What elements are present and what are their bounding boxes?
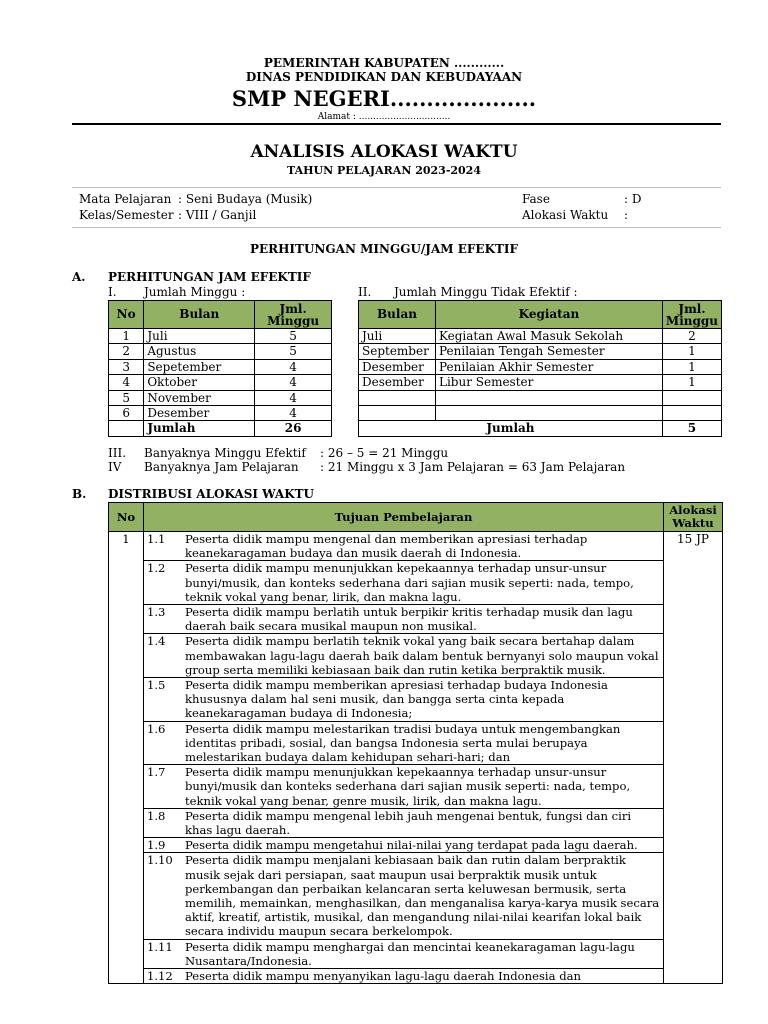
objective-item [143,634,663,678]
fase-value: : D [624,192,642,206]
total-label: Jumlah [359,421,663,436]
cell-empty [435,406,662,421]
cell-month: Juli [144,329,255,344]
cell-month: Sepetember [144,359,255,374]
objective-number: 1.5 [146,678,166,693]
ne-header-month: Bulan [359,301,436,329]
summary-iii-number: III. [108,446,127,460]
table-row [359,359,722,374]
cell-empty [109,421,144,436]
cell-activity: Kegiatan Awal Masuk Sekolah [435,329,662,344]
sub2-title: Jumlah Minggu Tidak Efektif : [394,285,578,299]
summary-iv-value: : 21 Minggu x 3 Jam Pelajaran = 63 Jam Pelajaran [320,460,626,474]
section-b-title: DISTRIBUSI ALOKASI WAKTU [108,487,315,501]
objective-item [143,969,663,984]
objective-item [143,853,663,939]
letterhead-line2: DINAS PENDIDIKAN DAN KEBUDAYAAN [245,70,523,84]
objective-item [143,808,663,837]
table-row [109,808,723,837]
info-top-rule [72,187,721,188]
table-row [109,359,332,374]
non-effective-table [358,300,722,437]
summary-iv-number: IV [108,460,122,474]
cell-month: Agustus [144,344,255,359]
objective-item [143,561,663,605]
cell-empty [359,406,436,421]
table-row [359,344,722,359]
alokasi-value: : [624,208,629,222]
cell-month: Oktober [144,375,255,390]
table-row [109,344,332,359]
table-row [359,406,722,421]
table-row [359,329,722,344]
fase-label: Fase [522,192,550,206]
objective-number: 1.9 [146,838,166,853]
letterhead-line1: PEMERINTAH KABUPATEN ............ [263,56,505,70]
cell-no: 1 [109,329,144,344]
cell-empty [435,390,662,405]
objective-number: 1.12 [146,969,173,984]
objective-number: 1.10 [146,853,173,868]
section-heading: PERHITUNGAN MINGGU/JAM EFEKTIF [249,242,519,256]
school-address: Alamat : ................................ [317,112,451,122]
table-row [109,561,723,605]
cell-month: Desember [144,406,255,421]
cell-weeks: 5 [255,344,332,359]
table-row [109,532,723,561]
cell-weeks: 1 [662,344,721,359]
summary-iii-value: : 26 – 5 = 21 Minggu [320,446,449,460]
distribution-table [108,502,723,984]
cell-weeks: 4 [255,375,332,390]
section-b-letter: B. [72,487,87,501]
objective-text: Peserta didik mampu mengenal lebih jauh mengenai bentuk, fungsi dan ciri khas lagu daerah. [184,808,632,838]
ne-header-activity: Kegiatan [435,301,662,329]
table-row [109,390,332,405]
cell-no: 3 [109,359,144,374]
objective-number: 1.1 [146,532,166,546]
dist-header-allocation: Alokasi Waktu [664,503,723,532]
cell-weeks: 4 [255,390,332,405]
objective-number: 1.6 [146,721,166,736]
info-bottom-rule [72,227,721,228]
objective-item [143,721,663,765]
dist-header-no: No [109,503,144,532]
table-total-row [359,421,722,436]
cell-no: 5 [109,390,144,405]
objective-text: Peserta didik mampu mengetahui nilai-nilai yang terdapat pada lagu daerah. [184,838,638,853]
objective-item [143,532,663,561]
objective-number: 1.2 [146,561,166,576]
table-row [359,375,722,390]
sub1-number: I. [108,285,117,299]
table-row [109,939,723,968]
objective-text: Peserta didik mampu menunjukkan kepekaannya terhadap unsur-unsur bunyi/musik, dan konteks sederhana dari sajian musik seperti: nada, tempo, teknik vokal yang benar, lirik, dan makna lagu. [184,561,634,604]
section-a-title: PERHITUNGAN JAM EFEKTIF [108,270,311,284]
weeks-header-month: Bulan [144,301,255,329]
cell-no: 2 [109,344,144,359]
table-row [109,765,723,809]
objective-item [143,605,663,634]
objective-number: 1.3 [146,605,166,620]
weeks-header-count: Jml. Minggu [255,301,332,329]
dist-row-number: 1 [109,532,144,984]
table-row [109,721,723,765]
total-label: Jumlah [144,421,255,436]
letterhead-rule [72,123,721,125]
cell-weeks: 1 [662,375,721,390]
objective-item [143,939,663,968]
objective-item [143,678,663,722]
objective-text: Peserta didik mampu menghargai dan mencintai keanekaragaman lagu-lagu Nusantara/Indonesia. [184,939,635,968]
objective-number: 1.4 [146,634,166,649]
cell-month: Juli [359,329,436,344]
school-name: SMP NEGERI.................... [231,86,537,111]
table-row [109,406,332,421]
cell-weeks: 1 [662,359,721,374]
weeks-header-no: No [109,301,144,329]
table-row [359,390,722,405]
table-row [109,969,723,984]
cell-empty [359,390,436,405]
table-total-row [109,421,332,436]
cell-activity: Penilaian Akhir Semester [435,359,662,374]
document-title: ANALISIS ALOKASI WAKTU [250,142,518,162]
total-value: 26 [255,421,332,436]
kelas-value: : VIII / Ganjil [178,208,257,222]
sub2-number: II. [358,285,372,299]
table-row [109,634,723,678]
objective-text: Peserta didik mampu menjalani kebiasaan baik dan rutin dalam berpraktik musik sejak dari persiapan, saat maupun usai berpraktik musik untuk perkembangan dan perbaikan kelancaran serta keluwesan bermusik, serta memilih, memainkan, menghasilkan, dan menganalisa karya-karya musik secara aktif, kreatif, artistik, musikal, dan mengandung nilai-nilai kearifan lokal baik secara individu maupun secara berkelompok. [184,853,660,939]
table-row [109,375,332,390]
objective-text: Peserta didik mampu berlatih teknik vokal yang baik secara bertahap dalam membawakan lagu-lagu daerah baik dalam bentuk bernyanyi solo maupun vokal group serta memiliki kebiasaan baik dan rutin ketika berpraktik musik. [184,634,659,677]
objective-text: Peserta didik mampu memberikan apresiasi terhadap budaya Indonesia khususnya dalam hal seni musik, dan bangga serta cinta kepada keanekaragaman budaya di Indonesia; [184,678,608,721]
objective-text: Peserta didik mampu mengenal dan memberikan apresiasi terhadap keanekaragaman budaya dan musik daerah di Indonesia. [184,532,588,561]
table-row [109,838,723,853]
total-value: 5 [662,421,721,436]
objective-text: Peserta didik mampu berlatih untuk berpikir kritis terhadap musik dan lagu daerah baik secara musikal maupun non musikal. [184,605,633,634]
cell-no: 4 [109,375,144,390]
cell-activity: Penilaian Tengah Semester [435,344,662,359]
objective-number: 1.8 [146,808,166,823]
objective-text: Peserta didik mampu melestarikan tradisi budaya untuk mengembangkan identitas pribadi, sosial, dan bangsa Indonesia serta mulai berupaya melestarikan budaya dalam kehidupan sehari-hari; dan [184,721,621,765]
table-row [109,329,332,344]
document-subtitle: TAHUN PELAJARAN 2023-2024 [286,164,481,177]
cell-weeks: 4 [255,406,332,421]
summary-iv-label: Banyaknya Jam Pelajaran [144,460,299,474]
cell-month: Desember [359,375,436,390]
table-row [109,605,723,634]
kelas-label: Kelas/Semester [79,208,174,222]
table-row [109,678,723,722]
cell-empty [662,406,721,421]
sub1-title: Jumlah Minggu : [144,285,246,299]
weeks-table [108,300,332,437]
table-row [109,853,723,939]
objective-number: 1.7 [146,765,166,780]
cell-empty [662,390,721,405]
cell-weeks: 2 [662,329,721,344]
objective-number: 1.11 [146,939,173,954]
cell-weeks: 5 [255,329,332,344]
section-a-letter: A. [72,270,86,284]
mapel-value: : Seni Budaya (Musik) [178,192,313,206]
cell-month: September [359,344,436,359]
cell-activity: Libur Semester [435,375,662,390]
objective-item [143,838,663,853]
dist-allocation: 15 JP [664,532,723,984]
summary-iii-label: Banyaknya Minggu Efektif [144,446,306,460]
dist-header-objective: Tujuan Pembelajaran [143,503,663,532]
ne-header-count: Jml. Minggu [662,301,721,329]
cell-month: Desember [359,359,436,374]
cell-weeks: 4 [255,359,332,374]
cell-no: 6 [109,406,144,421]
objective-text: Peserta didik mampu menunjukkan kepekaannya terhadap unsur-unsur bunyi/musik dan konteks sederhana dari sajian musik seperti: nada, tempo, teknik vokal yang benar, genre musik, lirik, dan makna lagu. [184,765,631,808]
alokasi-label: Alokasi Waktu [522,208,609,222]
cell-month: November [144,390,255,405]
objective-item [143,765,663,809]
objective-text: Peserta didik mampu menyanyikan lagu-lagu daerah Indonesia dan [184,969,582,984]
mapel-label: Mata Pelajaran [79,192,172,206]
